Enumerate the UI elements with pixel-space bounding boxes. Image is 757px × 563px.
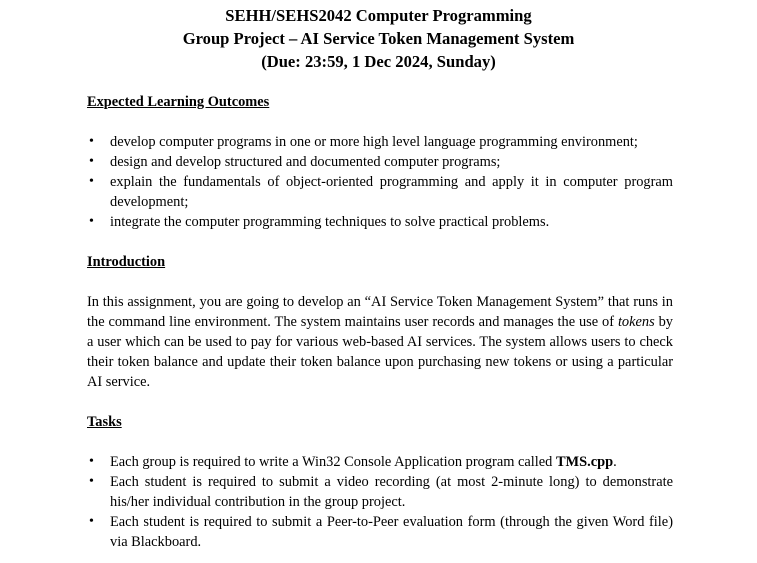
document-body [87, 92, 673, 552]
intro-text-part2: by a user which can be used to pay for various web-based AI services. The system allows users to check their token balance and update their token balance upon purchasing new tokens or using a particular AI service. [87, 314, 673, 390]
task-text-prefix: Each group is required to write a Win32 Console Application program called [110, 454, 556, 470]
due-date: (Due: 23:59, 1 Dec 2024, Sunday) [261, 52, 496, 71]
list-item [87, 472, 673, 512]
document-header [0, 4, 757, 73]
bullet-icon: • [89, 454, 94, 469]
list-item [87, 152, 673, 172]
course-title: SEHH/SEHS2042 Computer Programming [225, 6, 532, 25]
tasks-list [87, 452, 673, 552]
introduction-paragraph [87, 292, 673, 392]
introduction-heading: Introduction [87, 254, 166, 270]
list-item-text: explain the fundamentals of object-oriented programming and apply it in computer program development; [110, 174, 673, 210]
list-item [87, 172, 673, 212]
bullet-icon: • [89, 474, 94, 489]
bullet-icon: • [89, 174, 94, 189]
task-text-suffix: . [613, 454, 617, 470]
list-item [87, 212, 673, 232]
list-item-text: develop computer programs in one or more high level language programming environment; [110, 134, 638, 150]
outcomes-heading: Expected Learning Outcomes [87, 94, 270, 110]
project-title: Group Project – AI Service Token Management System [182, 29, 575, 48]
list-item [87, 512, 673, 552]
program-filename: TMS.cpp [555, 454, 614, 470]
list-item-text: integrate the computer programming techniques to solve practical problems. [110, 214, 550, 230]
bullet-icon: • [89, 154, 94, 169]
bullet-icon: • [89, 514, 94, 529]
bullet-icon: • [89, 214, 94, 229]
bullet-icon: • [89, 134, 94, 149]
intro-emphasis-tokens: tokens [617, 314, 655, 330]
list-item [87, 452, 673, 472]
list-item [87, 132, 673, 152]
list-item-text: Each student is required to submit a video recording (at most 2-minute long) to demonstrate his/her individual contribution in the group project. [110, 474, 673, 510]
intro-text-part1: In this assignment, you are going to develop an “AI Service Token Management System” that runs in the command line environment. The system maintains user records and manages the use of [87, 294, 673, 330]
tasks-heading: Tasks [87, 414, 122, 430]
outcomes-list [87, 132, 673, 232]
list-item-text: design and develop structured and documented computer programs; [110, 154, 501, 170]
list-item-text: Each student is required to submit a Peer-to-Peer evaluation form (through the given Word file) via Blackboard. [110, 514, 673, 550]
